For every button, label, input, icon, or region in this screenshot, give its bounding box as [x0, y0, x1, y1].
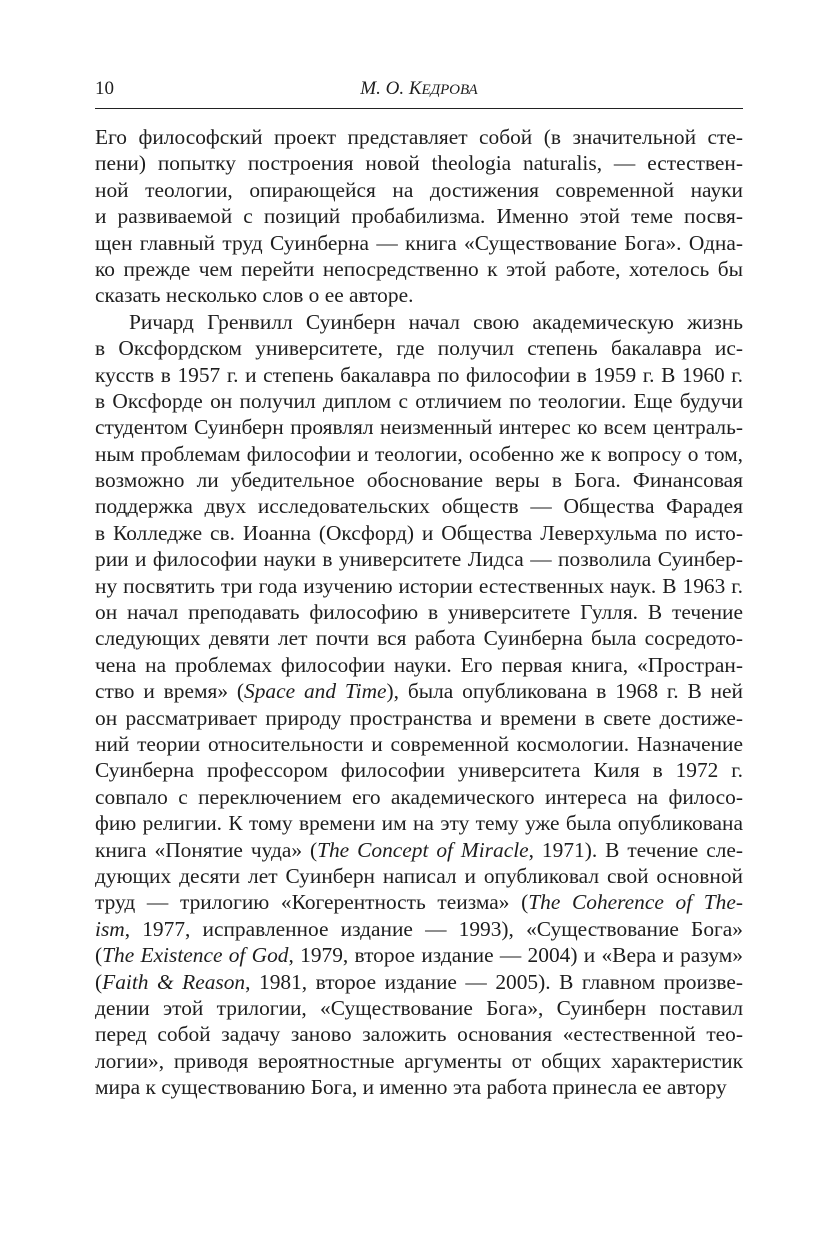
italic-title: ism — [95, 916, 125, 941]
text-line — [95, 678, 743, 704]
text-line — [95, 837, 743, 863]
text-line: совпало с переключением его академического интереса на филосо- — [95, 784, 743, 809]
text-line: он начал преподавать философию в университете Гулля. В течение — [95, 600, 743, 625]
text-line: пени) попытку построения новой theologia naturalis, — естествен- — [95, 151, 743, 176]
body-text — [95, 124, 743, 1100]
text-line: ной теологии, опирающейся на достижения современной науки — [95, 177, 743, 202]
paragraph — [95, 124, 743, 309]
text-line: мира к существованию Бога, и именно эта работа принесла ее автору — [95, 1075, 727, 1100]
text-line: дении этой трилогии, «Существование Бога», Суинберн поставил — [95, 995, 743, 1020]
text-line: Его философский проект представляет собой (в значительной сте- — [95, 125, 743, 149]
text-line: дующих десяти лет Суинберн написал и опубликовал свой основной — [95, 863, 743, 888]
text-line: студентом Суинберн проявлял неизменный интерес ко всем централь- — [95, 415, 743, 440]
text-line: следующих девяти лет почти вся работа Суинберна была сосредото- — [95, 626, 743, 651]
page-number: 10 — [95, 78, 114, 99]
text-line — [95, 916, 743, 942]
text-segment: , 1981, второе издание — 2005). В главном произве- — [245, 969, 743, 994]
italic-title: Space and Time — [244, 679, 387, 704]
text-line: перед собой задачу заново заложить основания «естественной тео- — [95, 1022, 743, 1047]
italic-title: The Concept of Miracle — [317, 837, 529, 862]
text-line: рии и философии науки в университете Лидса — позволила Суинбер- — [95, 547, 743, 572]
text-segment: , 1977, исправленное издание — 1993), «Существование Бога» — [124, 916, 743, 941]
paragraph — [95, 309, 743, 1101]
text-line: щен главный труд Суинберна — книга «Существование Бога». Одна- — [95, 230, 743, 255]
italic-title: The Existence of God — [102, 943, 289, 968]
text-line: ну посвятить три года изучению истории естественных наук. В 1963 г. — [95, 573, 743, 598]
text-line: возможно ли убедительное обоснование веры в Бога. Финансовая — [95, 468, 743, 493]
author-surname-smallcaps: ЕДРОВА — [421, 82, 478, 98]
italic-title: Faith & Reason — [102, 969, 246, 994]
text-line: ным проблемам философии и теологии, особенно же к вопросу о том, — [95, 441, 743, 466]
text-line: Суинберна профессором философии университета Киля в 1972 г. — [95, 758, 743, 783]
text-segment: , 1971). В течение сле- — [528, 837, 743, 862]
text-line: поддержка двух исследовательских обществ — Общества Фарадея — [95, 494, 743, 519]
text-segment: ), была опубликована в 1968 г. В ней — [386, 679, 743, 704]
italic-title: The Coherence of The- — [528, 890, 743, 915]
text-line: он рассматривает природу пространства и времени в свете достиже- — [95, 705, 743, 730]
text-segment: ( — [95, 943, 103, 968]
text-segment: книга «Понятие чуда» ( — [95, 837, 318, 862]
text-line: в Колледже св. Иоанна (Оксфорд) и Общества Леверхульма по исто- — [95, 520, 743, 545]
text-line: фию религии. К тому времени им на эту тему уже была опубликована — [95, 811, 743, 836]
text-line: ко прежде чем перейти непосредственно к этой работе, хотелось бы — [95, 256, 743, 281]
text-line — [95, 889, 743, 915]
text-line — [95, 969, 743, 995]
author-initials: М. О. К — [360, 78, 422, 99]
text-line: ний теории относительности и современной космологии. Назначение — [95, 731, 743, 756]
text-line: в Оксфордском университете, где получил степень бакалавра ис- — [95, 336, 743, 361]
text-line: и развиваемой с позиций пробабилизма. Именно этой теме посвя- — [95, 204, 743, 229]
text-line: кусств в 1957 г. и степень бакалавра по философии в 1959 г. В 1960 г. — [95, 362, 743, 387]
text-line: сказать несколько слов о ее авторе. — [95, 283, 414, 308]
text-segment: ( — [95, 969, 103, 994]
running-head-author — [95, 78, 743, 100]
text-line: логии», приводя вероятностные аргументы от общих характеристик — [95, 1048, 743, 1073]
header-rule — [95, 108, 743, 109]
text-line: чена на проблемах философии науки. Его первая книга, «Простран- — [95, 652, 743, 677]
text-line: Ричард Гренвилл Суинберн начал свою академическую жизнь — [129, 309, 743, 334]
text-line — [95, 942, 743, 968]
text-segment: , 1979, второе издание — 2004) и «Вера и разум» — [288, 943, 743, 968]
text-segment: труд — трилогию «Когерентность теизма» ( — [95, 890, 529, 915]
running-header — [95, 78, 743, 102]
text-segment: ство и время» ( — [95, 679, 245, 704]
text-line: в Оксфорде он получил диплом с отличием по теологии. Еще будучи — [95, 388, 743, 413]
